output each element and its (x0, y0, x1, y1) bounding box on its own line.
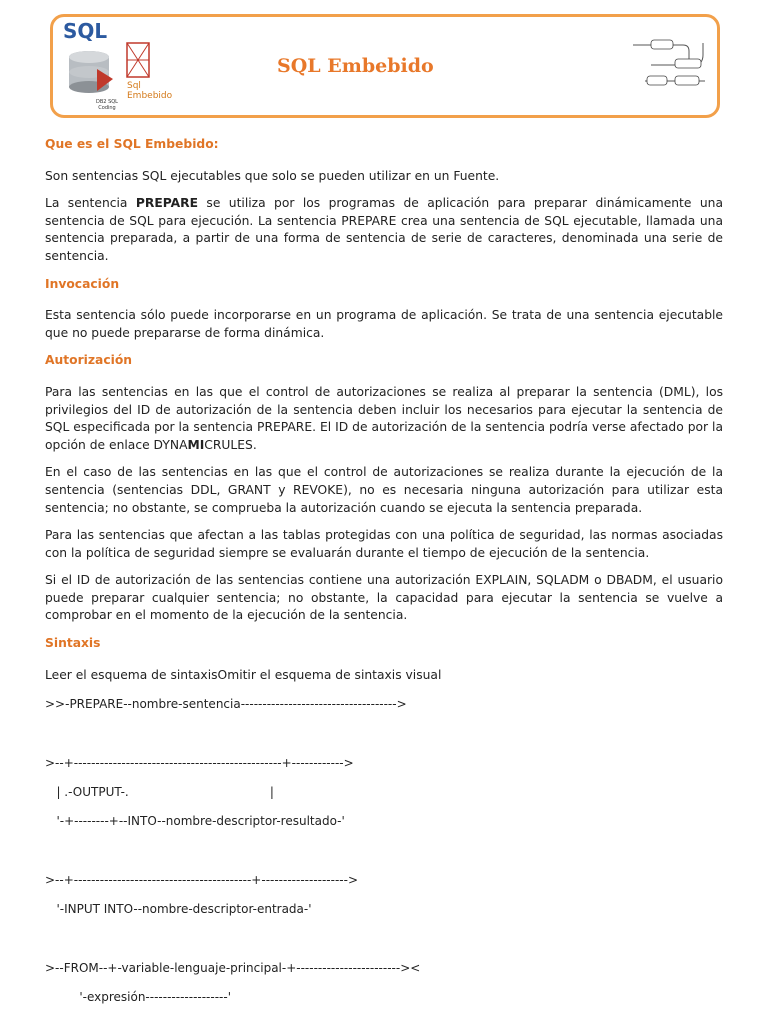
syntax-line: >>-PREPARE--nombre-sentencia------------------------------------> (45, 697, 407, 712)
prepare-text-after: se utiliza por los programas de aplicación para preparar dinámicamente una sentencia de SQL para ejecución. La sentencia PREPARE crea una sentencia de SQL ejecutable, llamada una sentencia preparada, a partir de una forma de sentencia de serie de caracteres, denominada una serie de sentencia. (45, 196, 723, 263)
syntax-line: '-expresión-------------------' (45, 990, 232, 1005)
heading-invocacion: Invocación (45, 276, 120, 291)
sql-logo-text: SQL (63, 19, 108, 43)
logo-subtext: DB2 SQL Coding (96, 99, 118, 111)
heading-sintaxis: Sintaxis (45, 636, 101, 651)
paragraph-autorizacion-1 (45, 384, 723, 454)
syntax-line: >--FROM--+-variable-lenguaje-principal-+------------------------>< (45, 961, 421, 976)
paragraph-sintaxis: Leer el esquema de sintaxisOmitir el esquema de sintaxis visual (45, 667, 442, 682)
banner-title: SQL Embebido (277, 55, 434, 77)
sql-logo (59, 17, 173, 118)
logo-caption: Sql Embebido (127, 81, 173, 101)
paragraph-prepare (45, 195, 723, 265)
syntax-line: '-+--------+--INTO--nombre-descriptor-resultado-' (45, 814, 345, 829)
paragraph-autorizacion-4: Si el ID de autorización de las sentencias contiene una autorización EXPLAIN, SQLADM o DBADM, el usuario puede preparar cualquier sentencia; no obstante, la capacidad para ejecutar la sentencia se vuelve a comprobar en el momento de la ejecución de la sentencia. (45, 573, 723, 623)
heading-autorizacion: Autorización (45, 353, 133, 368)
paragraph-autorizacion-3: Para las sentencias que afectan a las tablas protegidas con una política de seguridad, las normas asociadas con la política de seguridad siempre se evaluarán durante el tiempo de ejecución de la sentencia. (45, 528, 723, 560)
syntax-line: >--+-----------------------------------------+--------------------> (45, 873, 359, 888)
syntax-line: >--+------------------------------------------------+------------> (45, 756, 354, 771)
paragraph-autorizacion-2: En el caso de las sentencias en las que el control de autorizaciones se realiza durante la ejecución de la sentencia (sentencias DDL, GRANT y REVOKE), no es necesaria ninguna autorización para utilizar esta sentencia; no obstante, se comprueba la autorización cuando se ejecuta la sentencia preparada. (45, 465, 723, 515)
heading-que-es: Que es el SQL Embebido: (45, 137, 219, 151)
syntax-line: | .-OUTPUT-. | (45, 785, 274, 800)
document-body (45, 136, 723, 1006)
autorizacion-text-after: CRULES. (204, 437, 257, 452)
prepare-keyword: PREPARE (135, 196, 199, 211)
prepare-text-before: La sentencia (45, 196, 136, 211)
syntax-diagram-icon (631, 31, 713, 91)
syntax-line: '-INPUT INTO--nombre-descriptor-entrada-' (45, 902, 312, 917)
paragraph-invocacion: Esta sentencia sólo puede incorporarse en un programa de aplicación. Se trata de una sentencia ejecutable que no puede prepararse de forma dinámica. (45, 308, 723, 340)
header-banner (50, 14, 720, 118)
autorizacion-bold: MI (187, 437, 205, 452)
autorizacion-text-before: Para las sentencias en las que el control de autorizaciones se realiza al preparar la sentencia (DML), los privilegios del ID de autorización de la sentencia deben incluir los necesarios para ejecutar la sentencia de SQL especificada por la sentencia PREPARE. El ID de autorización de la sentencia podría verse afectado por la opción de enlace DYNA (45, 384, 723, 452)
paragraph-definition: Son sentencias SQL ejecutables que solo se pueden utilizar en un Fuente. (45, 168, 500, 183)
